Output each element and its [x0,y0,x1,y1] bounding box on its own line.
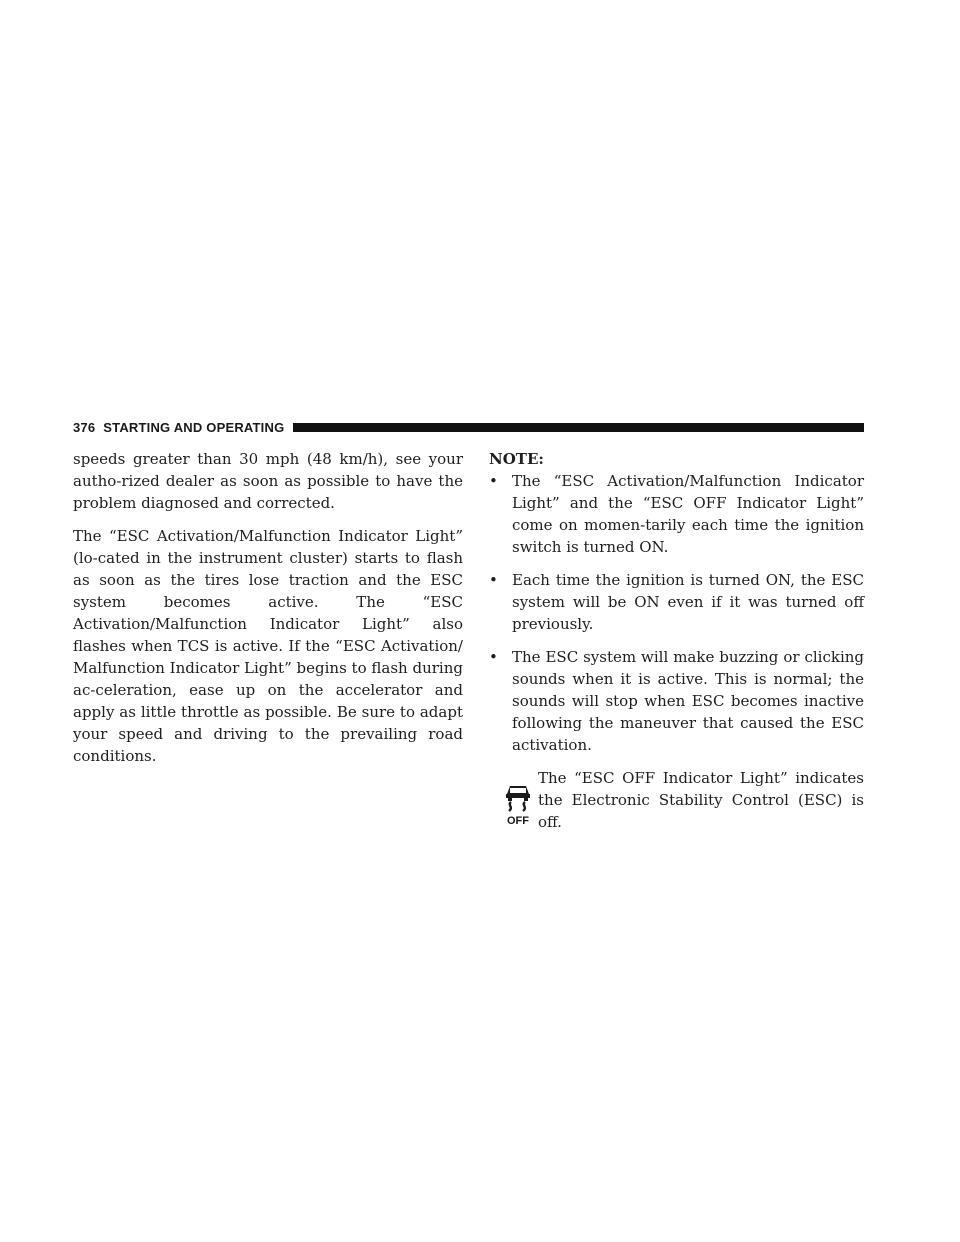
note-text: Each time the ignition is turned ON, the ESC system will be ON even if it was turned off previously. [512,571,864,633]
header-rule [293,423,864,432]
paragraph-esc-activation: The “ESC Activation/Malfunction Indicator Light” (lo-cated in the instrument cluster) starts to flash as soon as the tires lose traction and the ESC system becomes active. The “ESC Activation/Malfunction Indicator Light” also flashes when TCS is active. If the “ESC Activation/ Malfunction Indicator Light” begins to flash during ac-celeration, ease up on the accelerator and apply as little throttle as possible. Be sure to adapt your speed and driving to the prevailing road conditions. [73,527,463,765]
esc-off-indicator [489,767,864,837]
list-item [489,646,864,756]
list-item [489,470,864,558]
paragraph-speeds: speeds greater than 30 mph (48 km/h), see your autho-rized dealer as soon as possible to have the problem diagnosed and corrected. [73,450,463,512]
list-item [489,569,864,635]
page-header [73,417,864,437]
indicator-text: The “ESC OFF Indicator Light” indicates the Electronic Stability Control (ESC) is off. [538,769,864,831]
esc-off-icon [501,782,535,826]
bullet: • [489,648,498,666]
right-column [489,448,864,837]
note-text: The ESC system will make buzzing or clicking sounds when it is active. This is normal; the sounds will stop when ESC becomes inactive following the maneuver that caused the ESC activation. [512,648,864,754]
section-title: STARTING AND OPERATING [103,419,285,435]
left-column [73,448,463,778]
notes-list [489,470,864,756]
bullet: • [489,472,498,490]
bullet: • [489,571,498,589]
page-number: 376 [73,419,96,435]
note-label: NOTE: [489,450,544,468]
note-text: The “ESC Activation/Malfunction Indicator Light” and the “ESC OFF Indicator Light” come on momen-tarily each time the ignition switch is turned ON. [512,472,864,556]
icon-label: OFF [507,815,529,826]
